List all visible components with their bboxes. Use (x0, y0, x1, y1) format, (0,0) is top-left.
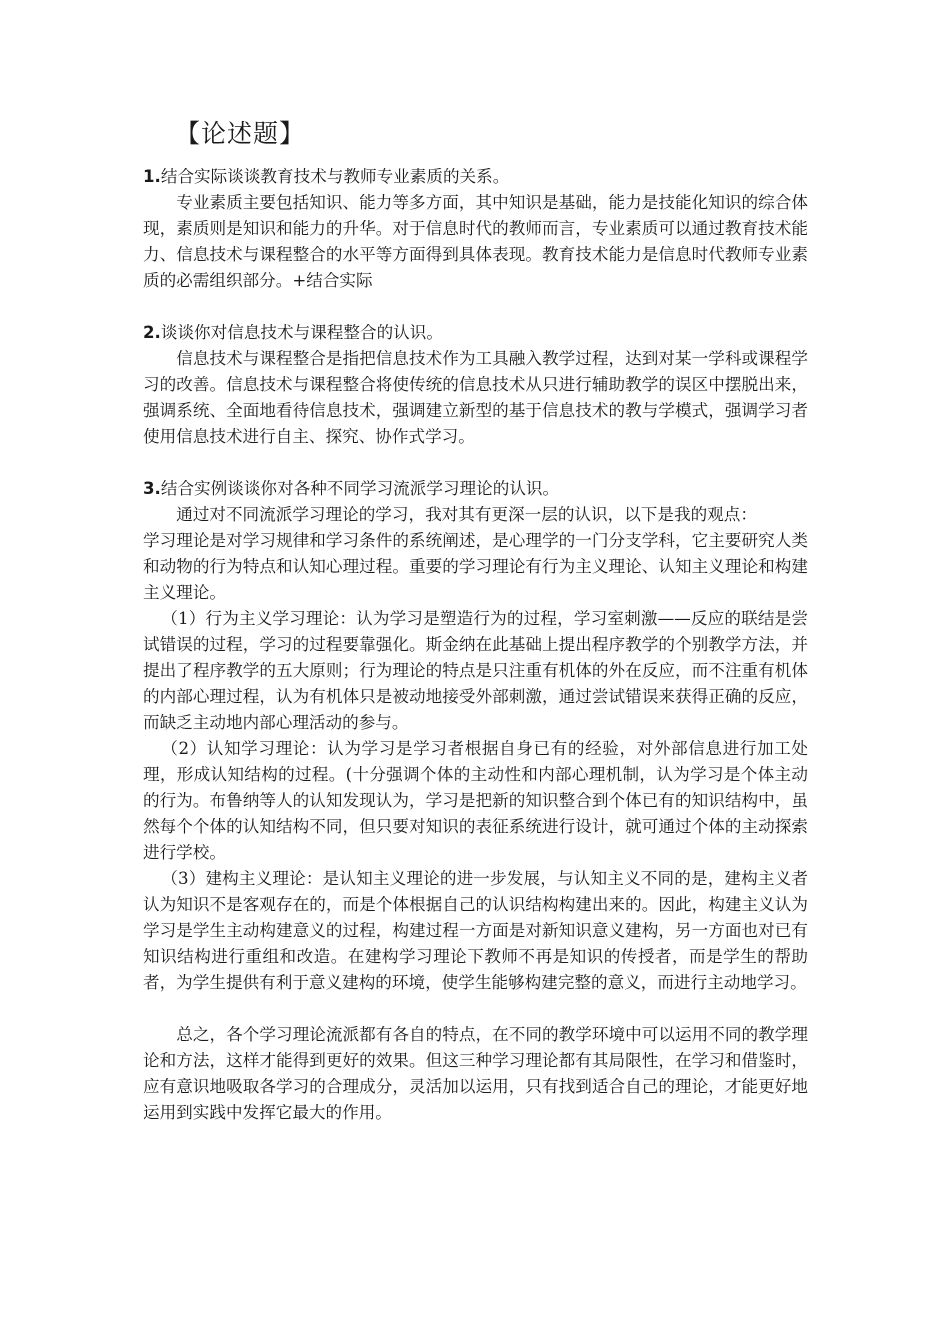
question-3 (143, 476, 808, 502)
answer-3-point-3: （3）建构主义理论：是认知主义理论的进一步发展，与认知主义不同的是，建构主义者认为知识不是客观存在的，而是个体根据自己的认识结构构建出来的。因此，构建主义认为学习是学生主动构建意义的过程，构建过程一方面是对新知识意义建构，另一方面也对已有知识结构进行重组和改造。在建构学习理论下教师不再是知识的传授者，而是学生的帮助者，为学生提供有利于意义建构的环境，使学生能够构建完整的意义，而进行主动地学习。 (143, 869, 808, 992)
answer-2: 信息技术与课程整合是指把信息技术作为工具融入教学过程，达到对某一学科或课程学习的改善。信息技术与课程整合将使传统的信息技术从只进行辅助教学的误区中摆脱出来，强调系统、全面地看待信息技术，强调建立新型的基于信息技术的教与学模式，强调学习者使用信息技术进行自主、探究、协作式学习。 (143, 349, 808, 446)
section-title: 【论述题】 (175, 119, 306, 148)
question-number: 1. (143, 167, 161, 186)
question-2 (143, 320, 808, 346)
question-text: 谈谈你对信息技术与课程整合的认识。 (160, 323, 443, 342)
question-text: 结合实际谈谈教育技术与教师专业素质的关系。 (160, 167, 510, 186)
question-number: 3. (143, 479, 161, 498)
question-1 (143, 164, 808, 190)
answer-3-intro: 通过对不同流派学习理论的学习，我对其有更深一层的认识，以下是我的观点： (176, 505, 757, 524)
question-number: 2. (143, 323, 161, 342)
answer-3-point-2: （2）认知学习理论：认为学习是学习者根据自身已有的经验，对外部信息进行加工处理，形成认知结构的过程。(十分强调个体的主动性和内部心理机制，认为学习是个体主动的行为。布鲁纳等人的认知发现认为，学习是把新的知识整合到个体已有的知识结构中，虽然每个个体的认知结构不同，但只要对知识的表征系统进行设计，就可通过个体的主动探索进行学校。 (143, 739, 808, 862)
document-body (143, 164, 808, 1126)
answer-3-overview: 学习理论是对学习规律和学习条件的系统阐述，是心理学的一门分支学科，它主要研究人类和动物的行为特点和认知心理过程。重要的学习理论有行为主义理论、认知主义理论和构建主义理论。 (143, 531, 808, 602)
answer-1: 专业素质主要包括知识、能力等多方面，其中知识是基础，能力是技能化知识的综合体现，素质则是知识和能力的升华。对于信息时代的教师而言，专业素质可以通过教育技术能力、信息技术与课程整合的水平等方面得到具体表现。教育技术能力是信息时代教师专业素质的必需组织部分。+结合实际 (143, 193, 808, 290)
conclusion: 总之，各个学习理论流派都有各自的特点，在不同的教学环境中可以运用不同的教学理论和方法，这样才能得到更好的效果。但这三种学习理论都有其局限性，在学习和借鉴时，应有意识地吸取各学习的合理成分，灵活加以运用，只有找到适合自己的理论，才能更好地运用到实践中发挥它最大的作用。 (143, 1025, 808, 1122)
answer-3-point-1: （1）行为主义学习理论：认为学习是塑造行为的过程，学习室刺激——反应的联结是尝试错误的过程，学习的过程要靠强化。斯金纳在此基础上提出程序教学的个别教学方法，并提出了程序教学的五大原则；行为理论的特点是只注重有机体的外在反应，而不注重有机体的内部心理过程，认为有机体只是被动地接受外部刺激，通过尝试错误来获得正确的反应，而缺乏主动地内部心理活动的参与。 (143, 609, 808, 732)
question-text: 结合实例谈谈你对各种不同学习流派学习理论的认识。 (160, 479, 560, 498)
